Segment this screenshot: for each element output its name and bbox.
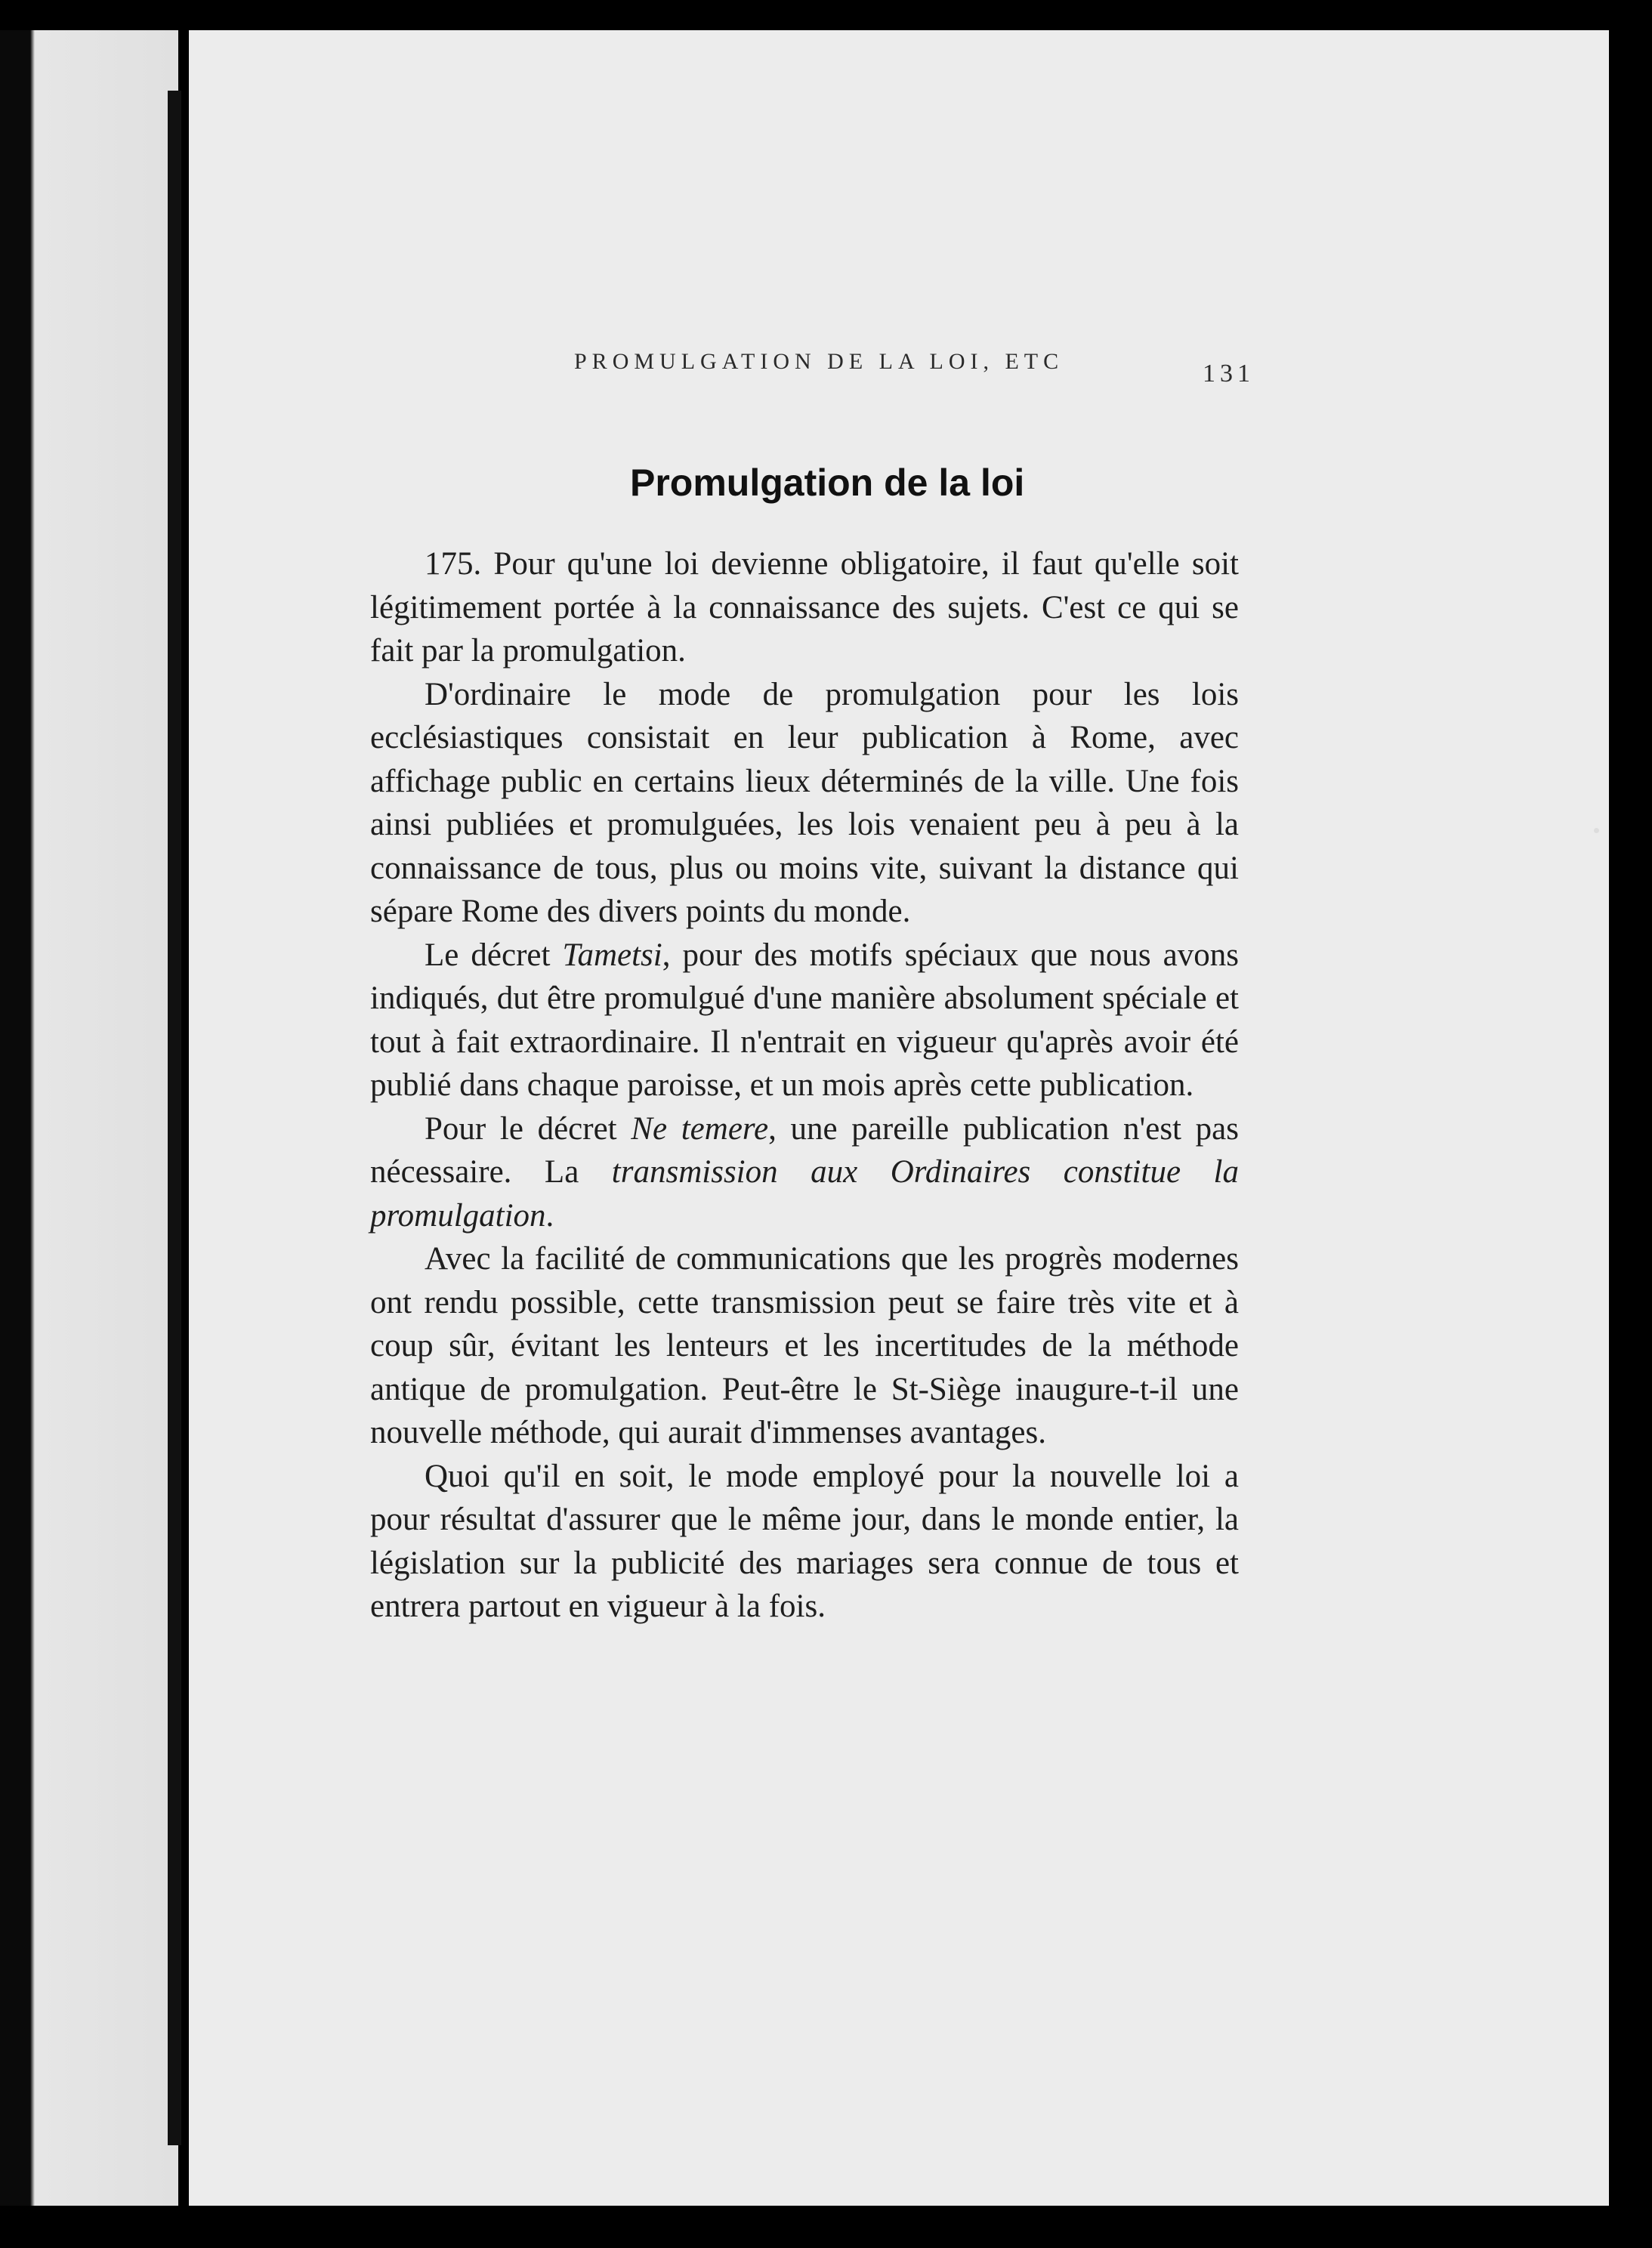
- text-run: , une pareille publication n'est pas nécessaire. La: [370, 1110, 1239, 1190]
- paragraph-175: [370, 542, 1239, 673]
- paragraph-number: 175.: [425, 546, 482, 582]
- decree-name: Tametsi: [562, 937, 662, 973]
- scan-speck: [1594, 828, 1599, 833]
- paragraph: Avec la facilité de communications que les progrès modernes ont rendu possible, cette transmission peut se faire très vite et à coup sûr, évitant les lenteurs et les incertitudes de la méthode antique de promulgation. Peut-être le St-Siège inaugure-t-il une nouvelle méthode, qui aurait d'immenses avantages.: [370, 1241, 1239, 1450]
- text-run: Pour le décret: [425, 1110, 631, 1147]
- text-run: .: [545, 1197, 554, 1234]
- section-title: Promulgation de la loi: [630, 462, 1025, 504]
- body-text: [370, 542, 1239, 1629]
- binding-shadow: [168, 91, 181, 2145]
- previous-page-edge: [0, 30, 178, 2206]
- page-number: 131: [1203, 360, 1255, 388]
- paragraph: [370, 1107, 1239, 1238]
- paragraph: D'ordinaire le mode de promulgation pour les lois ecclésiastiques consistait en leur publication à Rome, avec affichage public en certains lieux déterminés de la ville. Une fois ainsi publiées et promulguées, les lois venaient peu à peu à la connaissance de tous, plus ou moins vite, suivant la distance qui sépare Rome des divers points du monde.: [370, 676, 1239, 929]
- paragraph: Quoi qu'il en soit, le mode employé pour la nouvelle loi a pour résultat d'assurer que le même jour, dans le monde entier, la législation sur la publicité des mariages sera connue de tous et entrera partout en vigueur à la fois.: [370, 1458, 1239, 1624]
- text-run: Le décret: [425, 937, 563, 973]
- text-run: , pour des motifs spéciaux que nous avons indiqués, dut être promulgué d'une manière absolument spéciale et tout à fait extraordinaire. Il n'entrait en vigueur qu'après avoir été publié dans chaque paroisse, et un mois après cette publication.: [370, 937, 1240, 1103]
- decree-name: Ne temere: [631, 1110, 769, 1147]
- running-head: PROMULGATION DE LA LOI, ETC: [574, 349, 1064, 374]
- paragraph: [370, 934, 1239, 1107]
- emphasis: transmission aux Ordinaires constitue la promulgation: [370, 1154, 1239, 1234]
- paragraph-text: Pour qu'une loi devienne obligatoire, il faut qu'elle soit légitimement portée à la connaissance des sujets. C'est ce qui se fait par la promulgation.: [370, 546, 1239, 669]
